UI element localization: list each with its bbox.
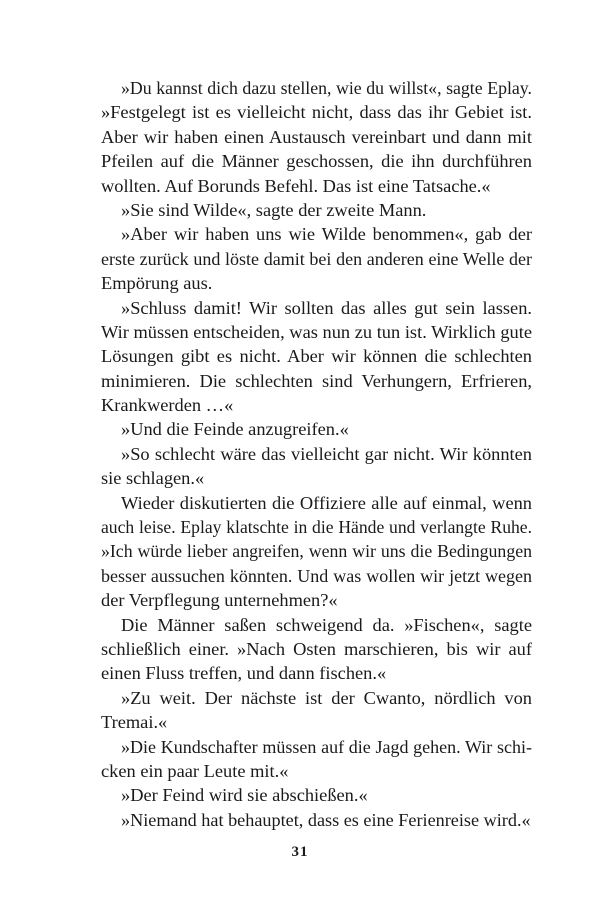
page-number: 31 [291,844,309,860]
text-line: cken ein paar Leute mit.« [101,760,289,781]
text-line: Wieder diskutierten die Offiziere alle auf einmal, wenn [121,492,532,513]
text-line: erste zurück und löste damit bei den anderen eine Welle der [101,248,532,269]
text-line: »Die Kundschafter müssen auf die Jagd gehen. Wir schi- [121,736,532,757]
text-line: »Der Feind wird sie abschießen.« [121,785,368,806]
text-line: Die Männer saßen schweigend da. »Fischen«, sagte [121,614,532,635]
text-line: »Zu weit. Der nächste ist der Cwanto, nördlich von [121,687,532,708]
text-line: »Ich würde lieber angreifen, wenn wir uns die Bedingungen [101,541,532,562]
text-line: auch leise. Eplay klatschte in die Hände und verlangte Ruhe. [101,517,532,538]
text-line: einen Fluss treffen, und dann fischen.« [101,663,387,684]
text-line: Tremai.« [101,712,168,733]
text-line: wollten. Auf Borunds Befehl. Das ist eine Tatsache.« [101,175,491,196]
text-line: Lösungen gibt es nicht. Aber wir können die schlechten [101,346,532,367]
text-line: der Verpflegung unternehmen?« [101,590,338,611]
body-text [101,76,532,832]
text-line: »Niemand hat behauptet, dass es eine Ferienreise wird.« [121,809,531,830]
text-line: »Sie sind Wilde«, sagte der zweite Mann. [121,199,427,220]
text-line: Empörung aus. [101,273,213,294]
text-line: »Festgelegt ist es vielleicht nicht, dass das ihr Gebiet ist. [101,102,532,123]
text-line: Aber wir haben einen Austausch vereinbart und dann mit [101,126,532,147]
text-line: »Schluss damit! Wir sollten das alles gut sein lassen. [121,297,532,318]
text-line: »So schlecht wäre das vielleicht gar nicht. Wir könnten [121,443,532,464]
text-line: »Aber wir haben uns wie Wilde benommen«, gab der [121,224,532,245]
text-line: minimieren. Die schlechten sind Verhungern, Erfrieren, [101,370,532,391]
text-line: schließlich einer. »Nach Osten marschieren, bis wir auf [101,638,532,659]
text-line: Krankwerden …« [101,395,234,416]
text-line: »Und die Feinde anzugreifen.« [121,419,349,440]
text-line: Wir müssen entscheiden, was nun zu tun ist. Wirklich gute [101,321,532,342]
text-line: »Du kannst dich dazu stellen, wie du willst«, sagte Eplay. [121,78,532,98]
text-line: sie schlagen.« [101,468,205,489]
text-line: besser aussuchen könnten. Und was wollen wir jetzt wegen [101,565,532,586]
text-line: Pfeilen auf die Männer geschossen, die ihn durchführen [101,151,532,172]
